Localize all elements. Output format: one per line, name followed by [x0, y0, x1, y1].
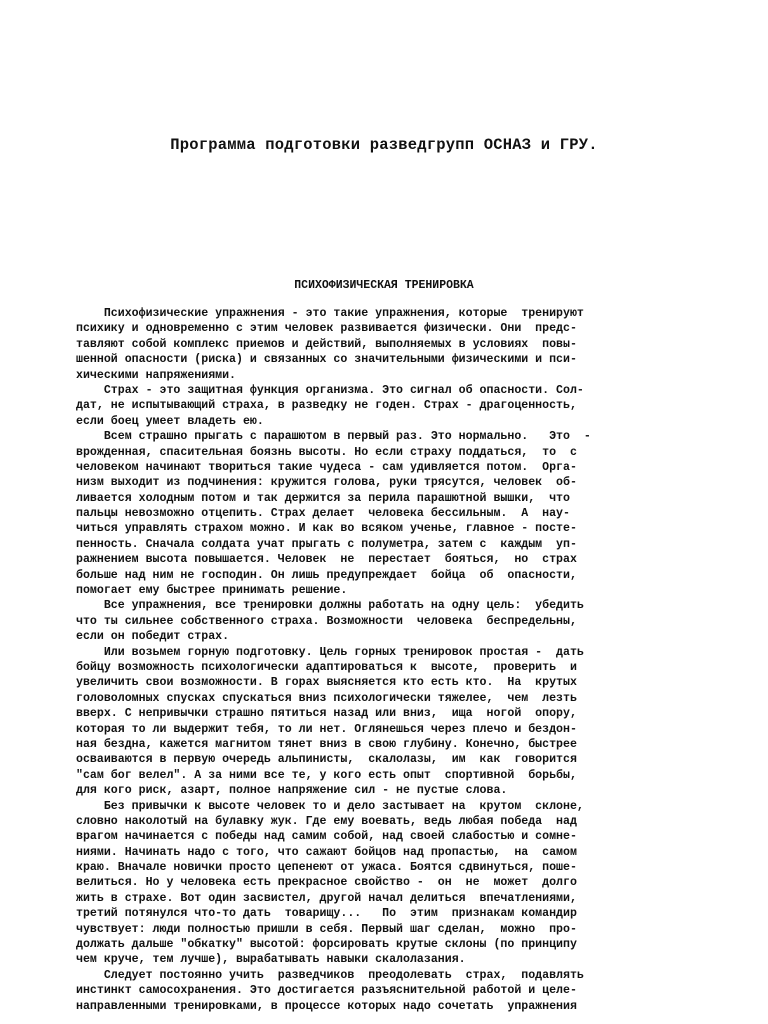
- text-line: врагом начинается с победы над самим собой, над своей слабостью и сомне-: [76, 830, 577, 844]
- text-line: если боец умеет владеть ею.: [76, 414, 264, 428]
- section-title: ПСИХОФИЗИЧЕСКАЯ ТРЕНИРОВКА: [294, 279, 474, 292]
- text-line: для кого риск, азарт, полное напряжение сил - не пустые слова.: [76, 784, 508, 798]
- text-line: дат, не испытывающий страха, в разведку не годен. Страх - драгоценность,: [76, 399, 577, 413]
- text-line: которая то ли выдержит тебя, то ли нет. Оглянешься через плечо и бездон-: [76, 722, 577, 736]
- text-line: ниями. Начинать надо с того, что сажают бойцов над пропастью, на самом: [76, 845, 577, 859]
- text-line: Психофизические упражнения - это такие упражнения, которые тренируют: [76, 307, 584, 320]
- text-line: пальцы невозможно отцепить. Страх делает человека бессильным. А нау-: [76, 507, 570, 521]
- text-line: велиться. Но у человека есть прекрасное свойство - он не может долго: [76, 876, 577, 890]
- text-line: помогает ему быстрее принимать решение.: [76, 584, 348, 598]
- text-line: Всем страшно прыгать с парашютом в первый раз. Это нормально. Это -: [76, 430, 591, 444]
- text-line: краю. Вначале новички просто цепенеют от ужаса. Боятся сдвинуться, поше-: [76, 861, 577, 875]
- text-line: что ты сильнее собственного страха. Возможности человека беспредельны,: [76, 614, 577, 628]
- text-line: если он победит страх.: [76, 630, 230, 644]
- text-line: увеличить свои возможности. В горах выясняется кто есть кто. На крутых: [76, 676, 577, 690]
- text-line: бойцу возможность психологически адаптироваться к высоте, проверить и: [76, 660, 577, 674]
- text-line: направленными тренировками, в процессе которых надо сочетать упражнения: [76, 999, 577, 1013]
- text-line: "сам бог велел". А за ними все те, у кого есть опыт спортивной борьбы,: [76, 768, 577, 782]
- text-line: Без привычки к высоте человек то и дело застывает на крутом склоне,: [76, 799, 584, 813]
- text-line: ливается холодным потом и так держится за перила парашютной вышки, что: [76, 491, 570, 505]
- text-line: больше над ним не господин. Он лишь предупреждает бойца об опасности,: [76, 568, 577, 582]
- text-line: Все упражнения, все тренировки должны работать на одну цель: убедить: [76, 599, 584, 613]
- text-line: чувствует: люди полностью пришли в себя. Первый шаг сделан, можно про-: [76, 922, 577, 936]
- text-line: читься управлять страхом можно. И как во всяком ученье, главное - посте-: [76, 522, 577, 536]
- text-line: жить в страхе. Вот один засвистел, другой начал делиться впечатлениями,: [76, 891, 577, 905]
- text-line: психику и одновременно с этим человек развивается физически. Они предс-: [76, 322, 577, 336]
- text-line: врожденная, спасительная боязнь высоты. Но если страху поддаться, то с: [76, 445, 577, 459]
- body-text: [76, 306, 636, 1014]
- text-line: третий потянулся что-то дать товарищу... По этим признакам командир: [76, 907, 577, 921]
- text-line: ная бездна, кажется магнитом тянет вниз в свою глубину. Конечно, быстрее: [76, 737, 577, 751]
- text-line: вверх. С непривычки страшно пятиться назад или вниз, ища ногой опору,: [76, 707, 577, 721]
- text-line: Следует постоянно учить разведчиков преодолевать страх, подавлять: [76, 968, 584, 982]
- text-line: хическими напряжениями.: [76, 368, 237, 382]
- text-line: человеком начинают твориться такие чудеса - сам удивляется потом. Орга-: [76, 460, 577, 474]
- text-line: осваиваются в первую очередь альпинисты, скалолазы, им как говорится: [76, 753, 577, 767]
- text-line: должать дальше "обкатку" высотой: форсировать крутые склоны (по принципу: [76, 938, 577, 952]
- text-line: тавляют собой комплекс приемов и действий, выполняемых в условиях повы-: [76, 337, 577, 351]
- text-line: Страх - это защитная функция организма. Это сигнал об опасности. Сол-: [76, 383, 584, 397]
- text-line: чем круче, тем лучше), вырабатывать навыки скалолазания.: [76, 953, 466, 967]
- text-line: ражнением высота повышается. Человек не перестает бояться, но страх: [76, 553, 577, 567]
- text-line: пенность. Сначала солдата учат прыгать с полуметра, затем с каждым уп-: [76, 537, 577, 551]
- text-line: головоломных спусках спускаться вниз психологически тяжелее, чем лезть: [76, 691, 577, 705]
- document-title: Программа подготовки разведгрупп ОСНАЗ и ГРУ.: [170, 136, 598, 154]
- text-line: инстинкт самосохранения. Это достигается разъяснительной работой и целе-: [76, 984, 577, 998]
- text-line: низм выходит из подчинения: кружится голова, руки трясутся, человек об-: [76, 476, 577, 490]
- text-line: Или возьмем горную подготовку. Цель горных тренировок простая - дать: [76, 645, 584, 659]
- text-line: словно наколотый на булавку жук. Где ему воевать, ведь любая победа над: [76, 814, 577, 828]
- text-line: шенной опасности (риска) и связанных со значительными физическими и пси-: [76, 353, 577, 367]
